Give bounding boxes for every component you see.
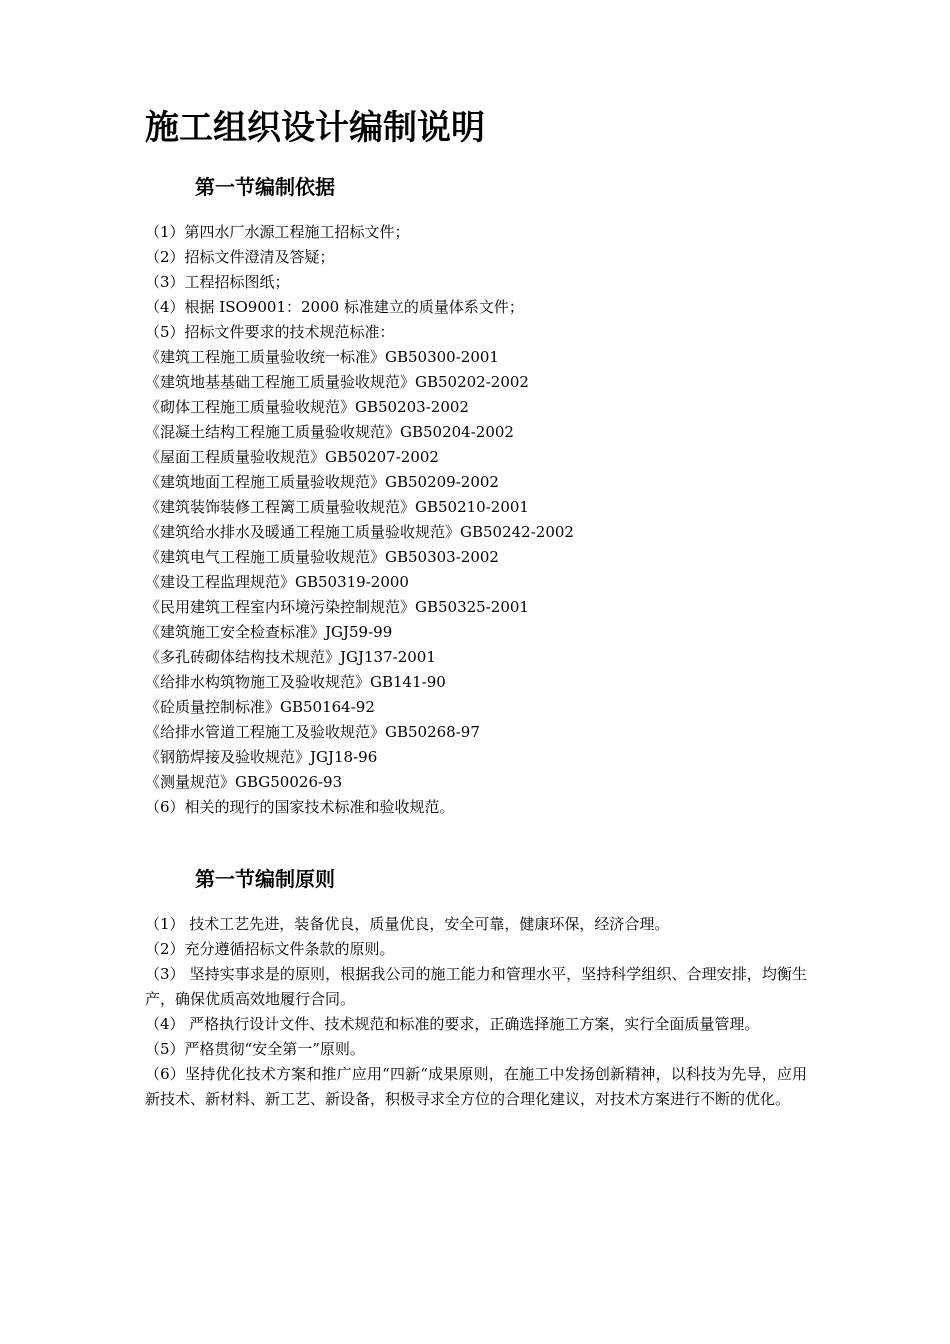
section-heading-principles: 第一节编制原则 <box>195 867 335 891</box>
standard-item: 《建设工程监理规范》GB50319-2000 <box>145 573 409 591</box>
principles-list <box>145 912 807 1112</box>
principle-item: （2）充分遵循招标文件条款的原则。 <box>145 940 395 958</box>
basis-item: （3）工程招标图纸； <box>145 273 290 291</box>
standard-item: 《民用建筑工程室内环境污染控制规范》GB50325-2001 <box>145 598 529 616</box>
standard-item: 《建筑地面工程施工质量验收规范》GB50209-2002 <box>145 473 499 491</box>
principle-item: （3） 坚持实事求是的原则，根据我公司的施工能力和管理水平，坚持科学组织、合理安排，均衡生产，确保优质高效地履行合同。 <box>145 965 807 1008</box>
standard-item: 《建筑施工安全检查标准》JGJ59-99 <box>145 623 393 641</box>
standard-item: 《钢筋焊接及验收规范》JGJ18-96 <box>145 748 378 766</box>
standard-item: 《多孔砖砌体结构技术规范》JGJ137-2001 <box>145 648 436 666</box>
standard-item: 《给排水管道工程施工及验收规范》GB50268-97 <box>145 723 480 741</box>
standard-item: 《混凝土结构工程施工质量验收规范》GB50204-2002 <box>145 423 514 441</box>
principle-item: （5）严格贯彻“安全第一”原则。 <box>145 1040 365 1058</box>
basis-item: （1）第四水厂水源工程施工招标文件； <box>145 223 410 241</box>
basis-item: （2）招标文件澄清及答疑； <box>145 248 335 266</box>
standard-item: 《给排水构筑物施工及验收规范》GB141-90 <box>145 673 446 691</box>
standard-item: 《建筑电气工程施工质量验收规范》GB50303-2002 <box>145 548 499 566</box>
principle-item: （6）坚持优化技术方案和推广应用“四新“成果原则，在施工中发扬创新精神，以科技为先导，应用新技术、新材料、新工艺、新设备，积极寻求全方位的合理化建议，对技术方案进行不断的优化。 <box>145 1065 807 1108</box>
standard-item: 《建筑工程施工质量验收统一标准》GB50300-2001 <box>145 348 499 366</box>
principle-item: （1） 技术工艺先进，装备优良，质量优良，安全可靠，健康环保，经济合理。 <box>145 915 670 933</box>
standard-item: 《砌体工程施工质量验收规范》GB50203-2002 <box>145 398 469 416</box>
standard-item: 《建筑地基基础工程施工质量验收规范》GB50202-2002 <box>145 373 529 391</box>
basis-item: （6）相关的现行的国家技术标准和验收规范。 <box>145 798 455 816</box>
basis-list <box>145 220 815 820</box>
standard-item: 《建筑给水排水及暖通工程施工质量验收规范》GB50242-2002 <box>145 523 574 541</box>
basis-item: （4）根据 ISO9001：2000 标准建立的质量体系文件； <box>145 298 524 316</box>
standard-item: 《建筑装饰装修工程篱工质量验收规范》GB50210-2001 <box>145 498 529 516</box>
standard-item: 《砼质量控制标准》GB50164-92 <box>145 698 375 716</box>
principle-item: （4） 严格执行设计文件、技术规范和标准的要求，正确选择施工方案，实行全面质量管理。 <box>145 1015 760 1033</box>
standard-item: 《测量规范》GBG50026-93 <box>145 773 343 791</box>
document-title: 施工组织设计编制说明 <box>145 108 485 148</box>
section-heading-basis: 第一节编制依据 <box>195 175 335 199</box>
standard-item: 《屋面工程质量验收规范》GB50207-2002 <box>145 448 439 466</box>
basis-item: （5）招标文件要求的技术规范标准： <box>145 323 395 341</box>
